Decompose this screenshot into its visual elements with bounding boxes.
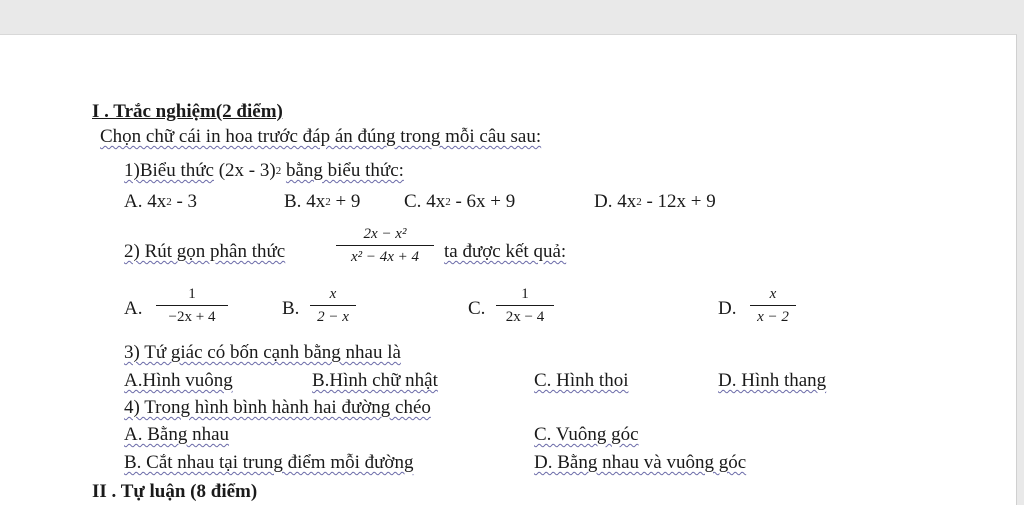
q1-option-b: B. $4x^2 + 9$ bbox=[284, 191, 361, 212]
q2-option-b-fraction: x 2 − x bbox=[310, 285, 356, 326]
q3-option-b: B.Hình chữ nhật bbox=[312, 370, 438, 391]
q2-option-d-fraction: x x − 2 bbox=[750, 285, 796, 326]
q2-option-c-label: C. bbox=[468, 298, 486, 319]
q2-prefix: 2) Rút gọn phân thức bbox=[124, 241, 286, 262]
q1-suffix: bằng biểu thức: bbox=[285, 160, 404, 181]
q4-option-d: D. Bằng nhau và vuông góc bbox=[534, 452, 747, 473]
q2-option-c-fraction: 1 2x − 4 bbox=[496, 285, 554, 326]
q1-option-d: D. $4x^2 - 12x + 9$ bbox=[594, 191, 716, 212]
q1-option-a: A. $4x^2 - 3$ bbox=[124, 191, 198, 212]
q2-fraction-numerator: 2x − x² bbox=[363, 226, 407, 242]
q2-fraction bbox=[336, 225, 434, 266]
q4-option-a: A. Bằng nhau bbox=[124, 424, 230, 445]
instruction-text: Chọn chữ cái in hoa trước đáp án đúng trong mỗi câu sau: bbox=[100, 126, 542, 147]
q4-question: 4) Trong hình bình hành hai đường chéo bbox=[124, 397, 431, 418]
q2-fraction-denominator: x² − 4x + 4 bbox=[350, 249, 420, 265]
q1-prefix: 1)Biểu thức bbox=[124, 160, 214, 181]
section2-title: II . Tự luận (8 điểm) bbox=[92, 481, 258, 502]
q2-option-b-label: B. bbox=[282, 298, 300, 319]
q1-question bbox=[124, 160, 404, 184]
q2-option-a-fraction: 1 −2x + 4 bbox=[156, 285, 228, 326]
q2-suffix: ta được kết quả: bbox=[444, 241, 567, 262]
q3-question: 3) Tứ giác có bốn cạnh bằng nhau là bbox=[124, 342, 401, 363]
q3-option-c: C. Hình thoi bbox=[534, 370, 629, 391]
document-page bbox=[0, 34, 1017, 505]
q1-option-c: C. $4x^2 - 6x + 9$ bbox=[404, 191, 516, 212]
q3-option-a: A.Hình vuông bbox=[124, 370, 233, 391]
q3-option-d: D. Hình thang bbox=[718, 370, 827, 391]
q2-option-d-label: D. bbox=[718, 298, 737, 319]
q4-option-b: B. Cắt nhau tại trung điểm mỗi đường bbox=[124, 452, 414, 473]
section1-title: I . Trắc nghiệm(2 điểm) bbox=[92, 101, 283, 122]
q2-option-a-label: A. bbox=[124, 298, 143, 319]
q1-expr: (2x - 3)$^2$ bbox=[218, 160, 282, 181]
q4-option-c: C. Vuông góc bbox=[534, 424, 639, 445]
